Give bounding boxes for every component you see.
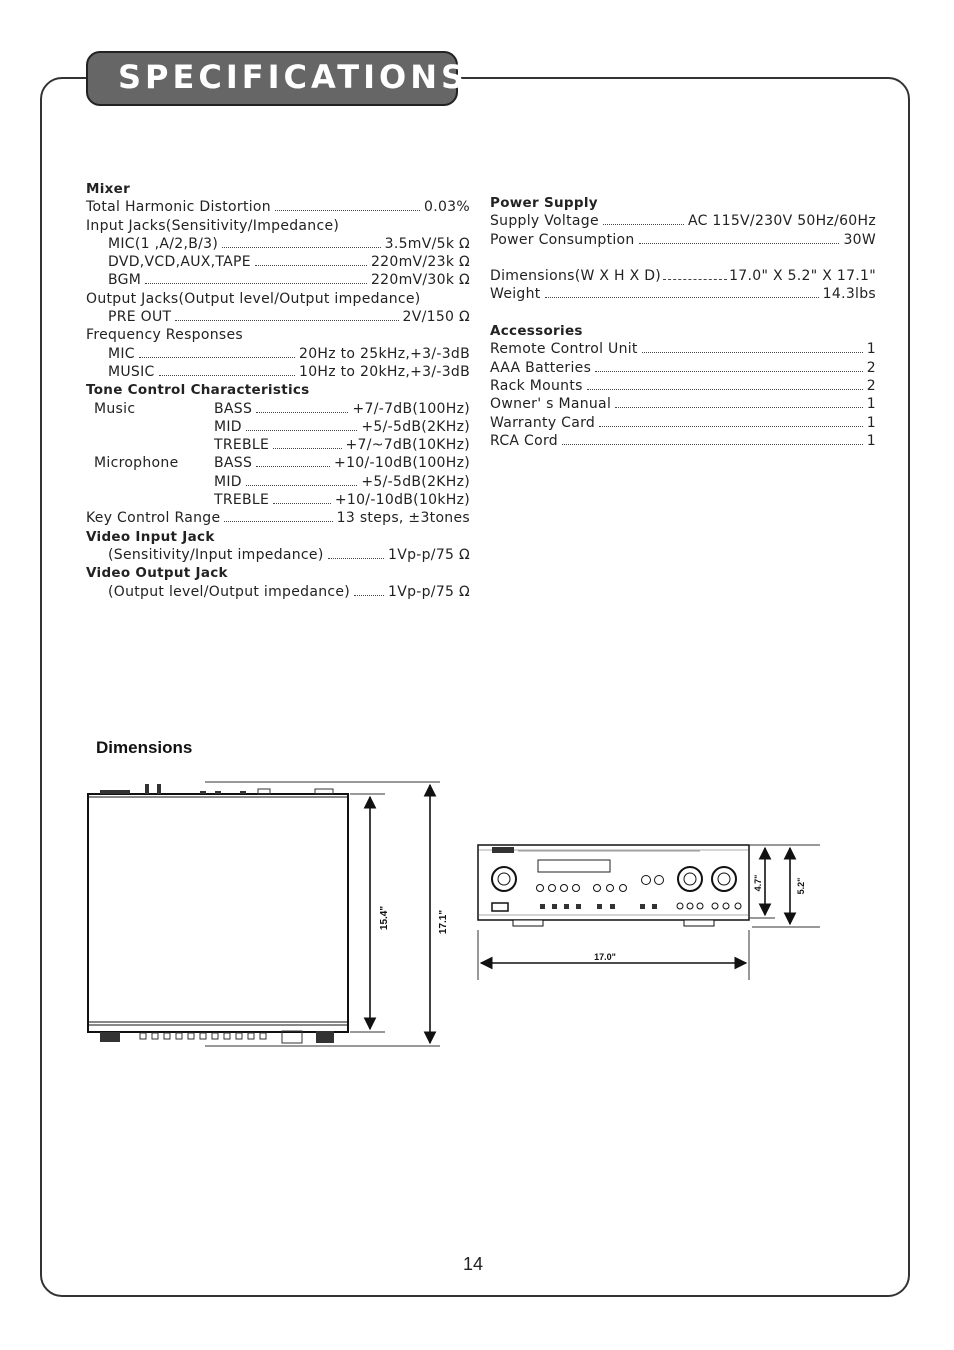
leader-dots [615, 407, 863, 408]
leader-dots [599, 426, 863, 427]
spec-label: MIC [108, 345, 135, 362]
leader-dots [139, 357, 295, 358]
spec-label: TREBLE [214, 492, 270, 509]
spec-subheading: Output Jacks(Output level/Output impedance) [86, 290, 421, 307]
power-heading: Power Supply [490, 195, 598, 211]
spec-row [490, 231, 876, 249]
spec-row [86, 473, 470, 491]
spec-row [490, 212, 876, 230]
leader-dots [587, 389, 863, 390]
spec-row [86, 546, 470, 564]
spec-row [86, 491, 470, 509]
depth-total-label: 17.1" [438, 909, 449, 935]
spec-value: +10/-10dB(100Hz) [334, 455, 470, 472]
accessory-label: Warranty Card [490, 414, 596, 431]
spec-value: 2V/150 Ω [402, 309, 470, 326]
spec-value: 1Vp-p/75 Ω [388, 583, 470, 600]
spec-row [86, 253, 470, 271]
spec-label: (Sensitivity/Input impedance) [108, 546, 324, 563]
accessory-row [490, 395, 876, 413]
leader-dots [642, 352, 863, 353]
leader-dots [175, 320, 398, 321]
leader-dots [562, 444, 863, 445]
tone-heading: Tone Control Characteristics [86, 382, 310, 399]
spec-subheading: Input Jacks(Sensitivity/Impedance) [86, 217, 340, 234]
leader-dots [256, 412, 348, 413]
leader-dots [354, 595, 384, 596]
leader-dots [603, 224, 684, 225]
spec-value: +7/~7dB(10KHz) [345, 437, 470, 454]
leader-dots [159, 375, 295, 376]
spec-row [490, 285, 876, 303]
leader-dots [595, 371, 863, 372]
spec-value: +5/-5dB(2KHz) [361, 473, 470, 490]
spec-row [86, 308, 470, 326]
accessories-heading: Accessories [490, 323, 583, 340]
height-total-label: 5.2" [796, 877, 806, 895]
accessory-label: Rack Mounts [490, 377, 583, 394]
mixer-heading: Mixer [86, 181, 131, 197]
leader-dots [545, 297, 819, 298]
tone-group-label: Music [94, 400, 136, 417]
accessory-row [490, 414, 876, 432]
spec-label: TREBLE [214, 437, 270, 454]
spec-value: +5/-5dB(2KHz) [361, 418, 470, 435]
spec-row [86, 198, 470, 216]
spec-label: BASS [214, 400, 253, 417]
page-number: 14 [463, 1254, 484, 1274]
spec-value: 3.5mV/5k Ω [384, 235, 470, 252]
spec-value: +10/-10dB(10kHz) [334, 492, 470, 509]
accessory-row [490, 359, 876, 377]
spec-value: 220mV/30k Ω [370, 272, 470, 289]
accessory-label: Owner' s Manual [490, 396, 612, 413]
leader-dots [255, 265, 367, 266]
accessory-label: RCA Cord [490, 432, 558, 449]
specs-right-column [490, 194, 876, 450]
spec-label: PRE OUT [108, 309, 172, 326]
spec-value: 0.03% [424, 199, 470, 216]
accessory-qty: 2 [866, 377, 876, 394]
leader-dots [224, 521, 332, 522]
leader-dots [222, 247, 381, 248]
spec-label: BGM [108, 272, 142, 289]
spec-row [86, 271, 470, 289]
leader-dots [246, 485, 358, 486]
spec-label: Power Consumption [490, 231, 635, 248]
spec-label: MUSIC [108, 363, 155, 380]
spec-row [490, 267, 876, 285]
leader-dots [328, 558, 384, 559]
page-title: SPECIFICATIONS [118, 58, 469, 96]
leader-dots [246, 430, 358, 431]
spec-label: Weight [490, 286, 541, 303]
accessory-qty: 1 [866, 414, 876, 431]
spec-row [86, 583, 470, 601]
accessory-qty: 1 [866, 396, 876, 413]
spec-label: MID [214, 418, 242, 435]
spec-row [86, 235, 470, 253]
spec-value: 13 steps, ±3tones [336, 510, 470, 527]
spec-label: DVD,VCD,AUX,TAPE [108, 254, 251, 271]
spec-value: 17.0" X 5.2" X 17.1" [729, 268, 876, 285]
height-body-label: 4.7" [753, 874, 763, 892]
spec-subheading: Frequency Responses [86, 327, 244, 344]
spec-label: (Output level/Output impedance) [108, 583, 351, 600]
spec-value: 10Hz to 20kHz,+3/-3dB [299, 363, 470, 380]
spec-value: 20Hz to 25kHz,+3/-3dB [299, 345, 470, 362]
spec-label: Supply Voltage [490, 213, 599, 230]
spec-row [86, 418, 470, 436]
spec-label: Total Harmonic Distortion [86, 199, 271, 216]
spec-label: BASS [214, 455, 253, 472]
spec-row [86, 345, 470, 363]
spec-value: 220mV/23k Ω [370, 254, 470, 271]
spec-label: Key Control Range [86, 510, 221, 527]
specs-left-column [86, 180, 470, 601]
spec-value: 14.3lbs [822, 286, 876, 303]
spec-row [86, 509, 470, 527]
accessory-label: AAA Batteries [490, 359, 592, 376]
leader-dots [273, 503, 331, 504]
leader-dots [273, 448, 341, 449]
spec-row [86, 436, 470, 454]
spec-value: 30W [843, 231, 876, 248]
accessory-row [490, 432, 876, 450]
spec-row [86, 363, 470, 381]
depth-body-label: 15.4" [379, 905, 390, 931]
accessory-qty: 1 [866, 341, 876, 358]
leader-dots [639, 243, 840, 244]
spec-value: +7/-7dB(100Hz) [352, 400, 470, 417]
spec-label: MID [214, 473, 242, 490]
accessory-qty: 2 [866, 359, 876, 376]
leader-dots [145, 283, 367, 284]
accessory-qty: 1 [866, 432, 876, 449]
leader-dashes [663, 279, 727, 280]
dimensions-title: Dimensions [96, 738, 193, 757]
spec-label: MIC(1 ,A/2,B/3) [108, 235, 219, 252]
accessory-row [490, 340, 876, 358]
spec-row [86, 400, 470, 418]
video-input-heading: Video Input Jack [86, 528, 215, 545]
spec-label: Dimensions(W X H X D) [490, 268, 662, 285]
spec-row [86, 454, 470, 472]
leader-dots [256, 466, 330, 467]
accessory-row [490, 377, 876, 395]
tone-group-label: Microphone [94, 455, 179, 472]
spec-value: AC 115V/230V 50Hz/60Hz [687, 213, 876, 230]
leader-dots [275, 210, 420, 211]
width-label: 17.0" [594, 952, 616, 962]
accessory-label: Remote Control Unit [490, 341, 638, 358]
video-output-heading: Video Output Jack [86, 565, 228, 582]
spec-value: 1Vp-p/75 Ω [388, 546, 470, 563]
